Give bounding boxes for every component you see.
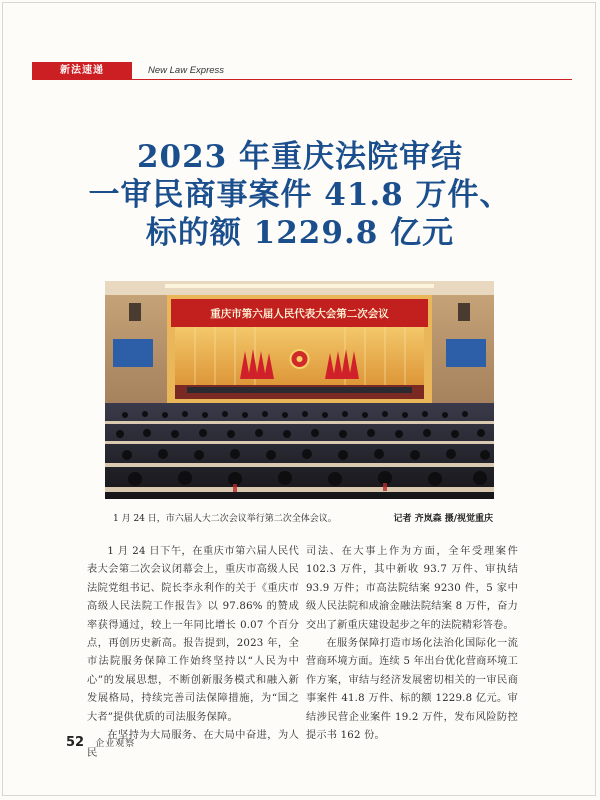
publication-name: 企业观察 [95, 739, 136, 749]
right-screen [446, 339, 486, 367]
title-line-1: 2023 年重庆法院审结 [136, 139, 464, 175]
section-english-label: New Law Express [148, 65, 225, 76]
page-number: 52 [66, 735, 85, 750]
body-paragraph-3: 在服务保障打造市场化法治化国际化一流营商环境方面。连续 5 年出台优化营商环境工作方案，审结与经济发展密切相关的一审民商事案件 41.8 万件、标的额 1229.8 亿元。审结涉民营企业案件 19.2 万件，发布风险防控提示书 162 份。 [306, 638, 518, 742]
body-column-right [306, 543, 518, 745]
title-line-3: 标的额 1229.8 亿元 [145, 215, 455, 251]
title-line-2: 一审民商事案件 41.8 万件、 [88, 177, 512, 213]
stage-banner-text: 重庆市第六届人民代表大会第二次会议 [210, 308, 389, 320]
section-tag: 新法速递 [32, 62, 132, 80]
left-screen [113, 339, 153, 367]
body-paragraph-1: 1 月 24 日下午，在重庆市第六届人民代表大会第二次会议闭幕会上，重庆市高级人民法院党组书记、院长李永利作的关于《重庆市高级人民法院工作报告》以 97.86% 的赞成率获得通过，较上一年同比增长 0.07 个百分点，再创历史新高。报告提到，2023 年，全市法院服务保障工作始终坚持以“人民为中心”的发展思想，不断创新服务模式和融入新发展格局，持续完善司法保障措施，为“国之大者”提供优质的司法服务保障。 [87, 546, 299, 723]
body-paragraph-continued: 司法、在大事上作为方面，全年受理案件 102.3 万件，其中新收 93.7 万件、审执结 93.9 万件；市高法院结案 9230 件，5 家中级人民法院和成渝金融法院结案 8 万件，奋力交出了新重庆建设起步之年的法院精彩答卷。 [306, 546, 518, 631]
article-title [60, 138, 540, 252]
section-header [32, 62, 572, 80]
assembly-hall-illustration [105, 281, 494, 499]
assembly-photo [105, 281, 494, 499]
photo-credit: 记者 齐岚森 摄/视觉重庆 [393, 514, 493, 524]
body-paragraph-2: 在坚持为大局服务、在大局中奋进，为人民 [87, 730, 299, 760]
caption-text: 1 月 24 日，市六届人大二次会议举行第二次全体会议。 [113, 514, 337, 524]
photo-caption [113, 511, 493, 525]
page-footer [66, 731, 136, 750]
header-rule [132, 79, 572, 80]
